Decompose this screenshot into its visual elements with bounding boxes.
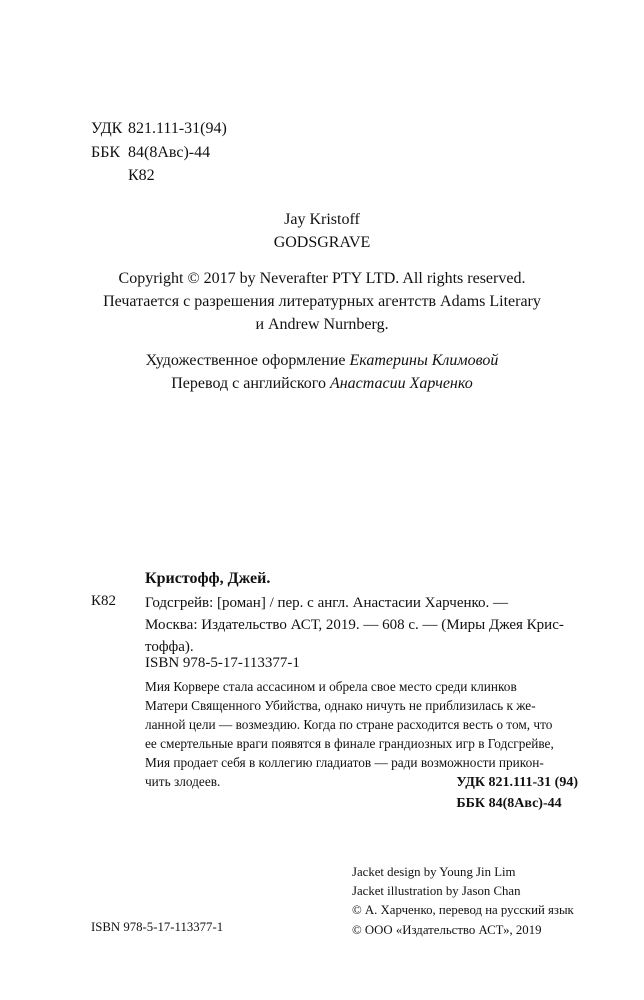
udk-row [91, 117, 227, 141]
translation-name: Анастасии Харченко [329, 375, 473, 392]
jacket-design-credit: Jacket design by Young Jin Lim [352, 865, 516, 879]
translation-copyright: © А. Харченко, перевод на русский язык [352, 903, 574, 918]
publisher-copyright: © ООО «Издательство АСТ», 2019 [352, 922, 542, 937]
isbn-bottom: ISBN 978-5-17-113377-1 [91, 920, 224, 934]
jacket-illustration-credit: Jacket illustration by Jason Chan [352, 884, 521, 899]
rights-line-3: и Andrew Nurnberg. [255, 316, 389, 333]
classification-codes [91, 117, 227, 188]
catalog-author: Кристофф, Джей. [145, 570, 271, 587]
design-prefix: Художественное оформление [145, 352, 350, 369]
author-mark: К82 [128, 167, 155, 184]
annotation-line: ее смертельные враги появятся в финале грандиозных игр в Годсгрейве, [145, 736, 554, 751]
catalog-line-1: Годсгрейв: [роман] / пер. с англ. Анастасии Харченко. — [145, 595, 509, 611]
annotation-line: Матери Священного Убийства, однако ничуть не приблизилась к же- [145, 698, 536, 713]
annotation-line: чить злодеев. [145, 774, 221, 789]
original-author: Jay Kristoff [284, 211, 360, 228]
design-name: Екатерины Климовой [349, 352, 499, 369]
annotation-line: Мия продает себя в коллегию гладиатов — ради возможности прикон- [145, 755, 544, 770]
catalog-line-3: тоффа). [145, 639, 194, 655]
jacket-credits [352, 863, 574, 940]
rights-line-2: Печатается с разрешения литературных агентств Adams Literary [103, 293, 541, 310]
translation-prefix: Перевод с английского [171, 375, 330, 392]
catalog-isbn: ISBN 978-5-17-113377-1 [145, 655, 300, 671]
bbk-value: 84(8Авс)-44 [128, 143, 211, 161]
original-title: GODSGRAVE [273, 234, 371, 251]
bbk-row [91, 141, 227, 165]
catalog-code: К82 [91, 593, 117, 609]
udk-label: УДК [91, 120, 123, 137]
copyright-line: Copyright © 2017 by Neverafter PTY LTD. All rights reserved. [118, 270, 526, 287]
bbk-label: ББК [91, 143, 121, 161]
bottom-udk: УДК 821.111-31 (94) [456, 775, 578, 790]
catalog-description [145, 592, 577, 658]
catalog-line-2: Москва: Издательство АСТ, 2019. — 608 с. — (Миры Джея Крис- [145, 617, 564, 633]
author-mark-row [91, 164, 227, 188]
bottom-classification [456, 772, 578, 814]
udk-value: 821.111-31(94) [128, 120, 227, 137]
annotation-line: Мия Корвере стала ассасином и обрела свое место среди клинков [145, 679, 517, 694]
annotation-line: ланной цели — возмездию. Когда по стране расходится весть о том, что [145, 717, 553, 732]
translation-credit [0, 372, 644, 395]
bottom-bbk: ББК 84(8Авс)-44 [456, 796, 562, 811]
design-credit [0, 349, 644, 372]
